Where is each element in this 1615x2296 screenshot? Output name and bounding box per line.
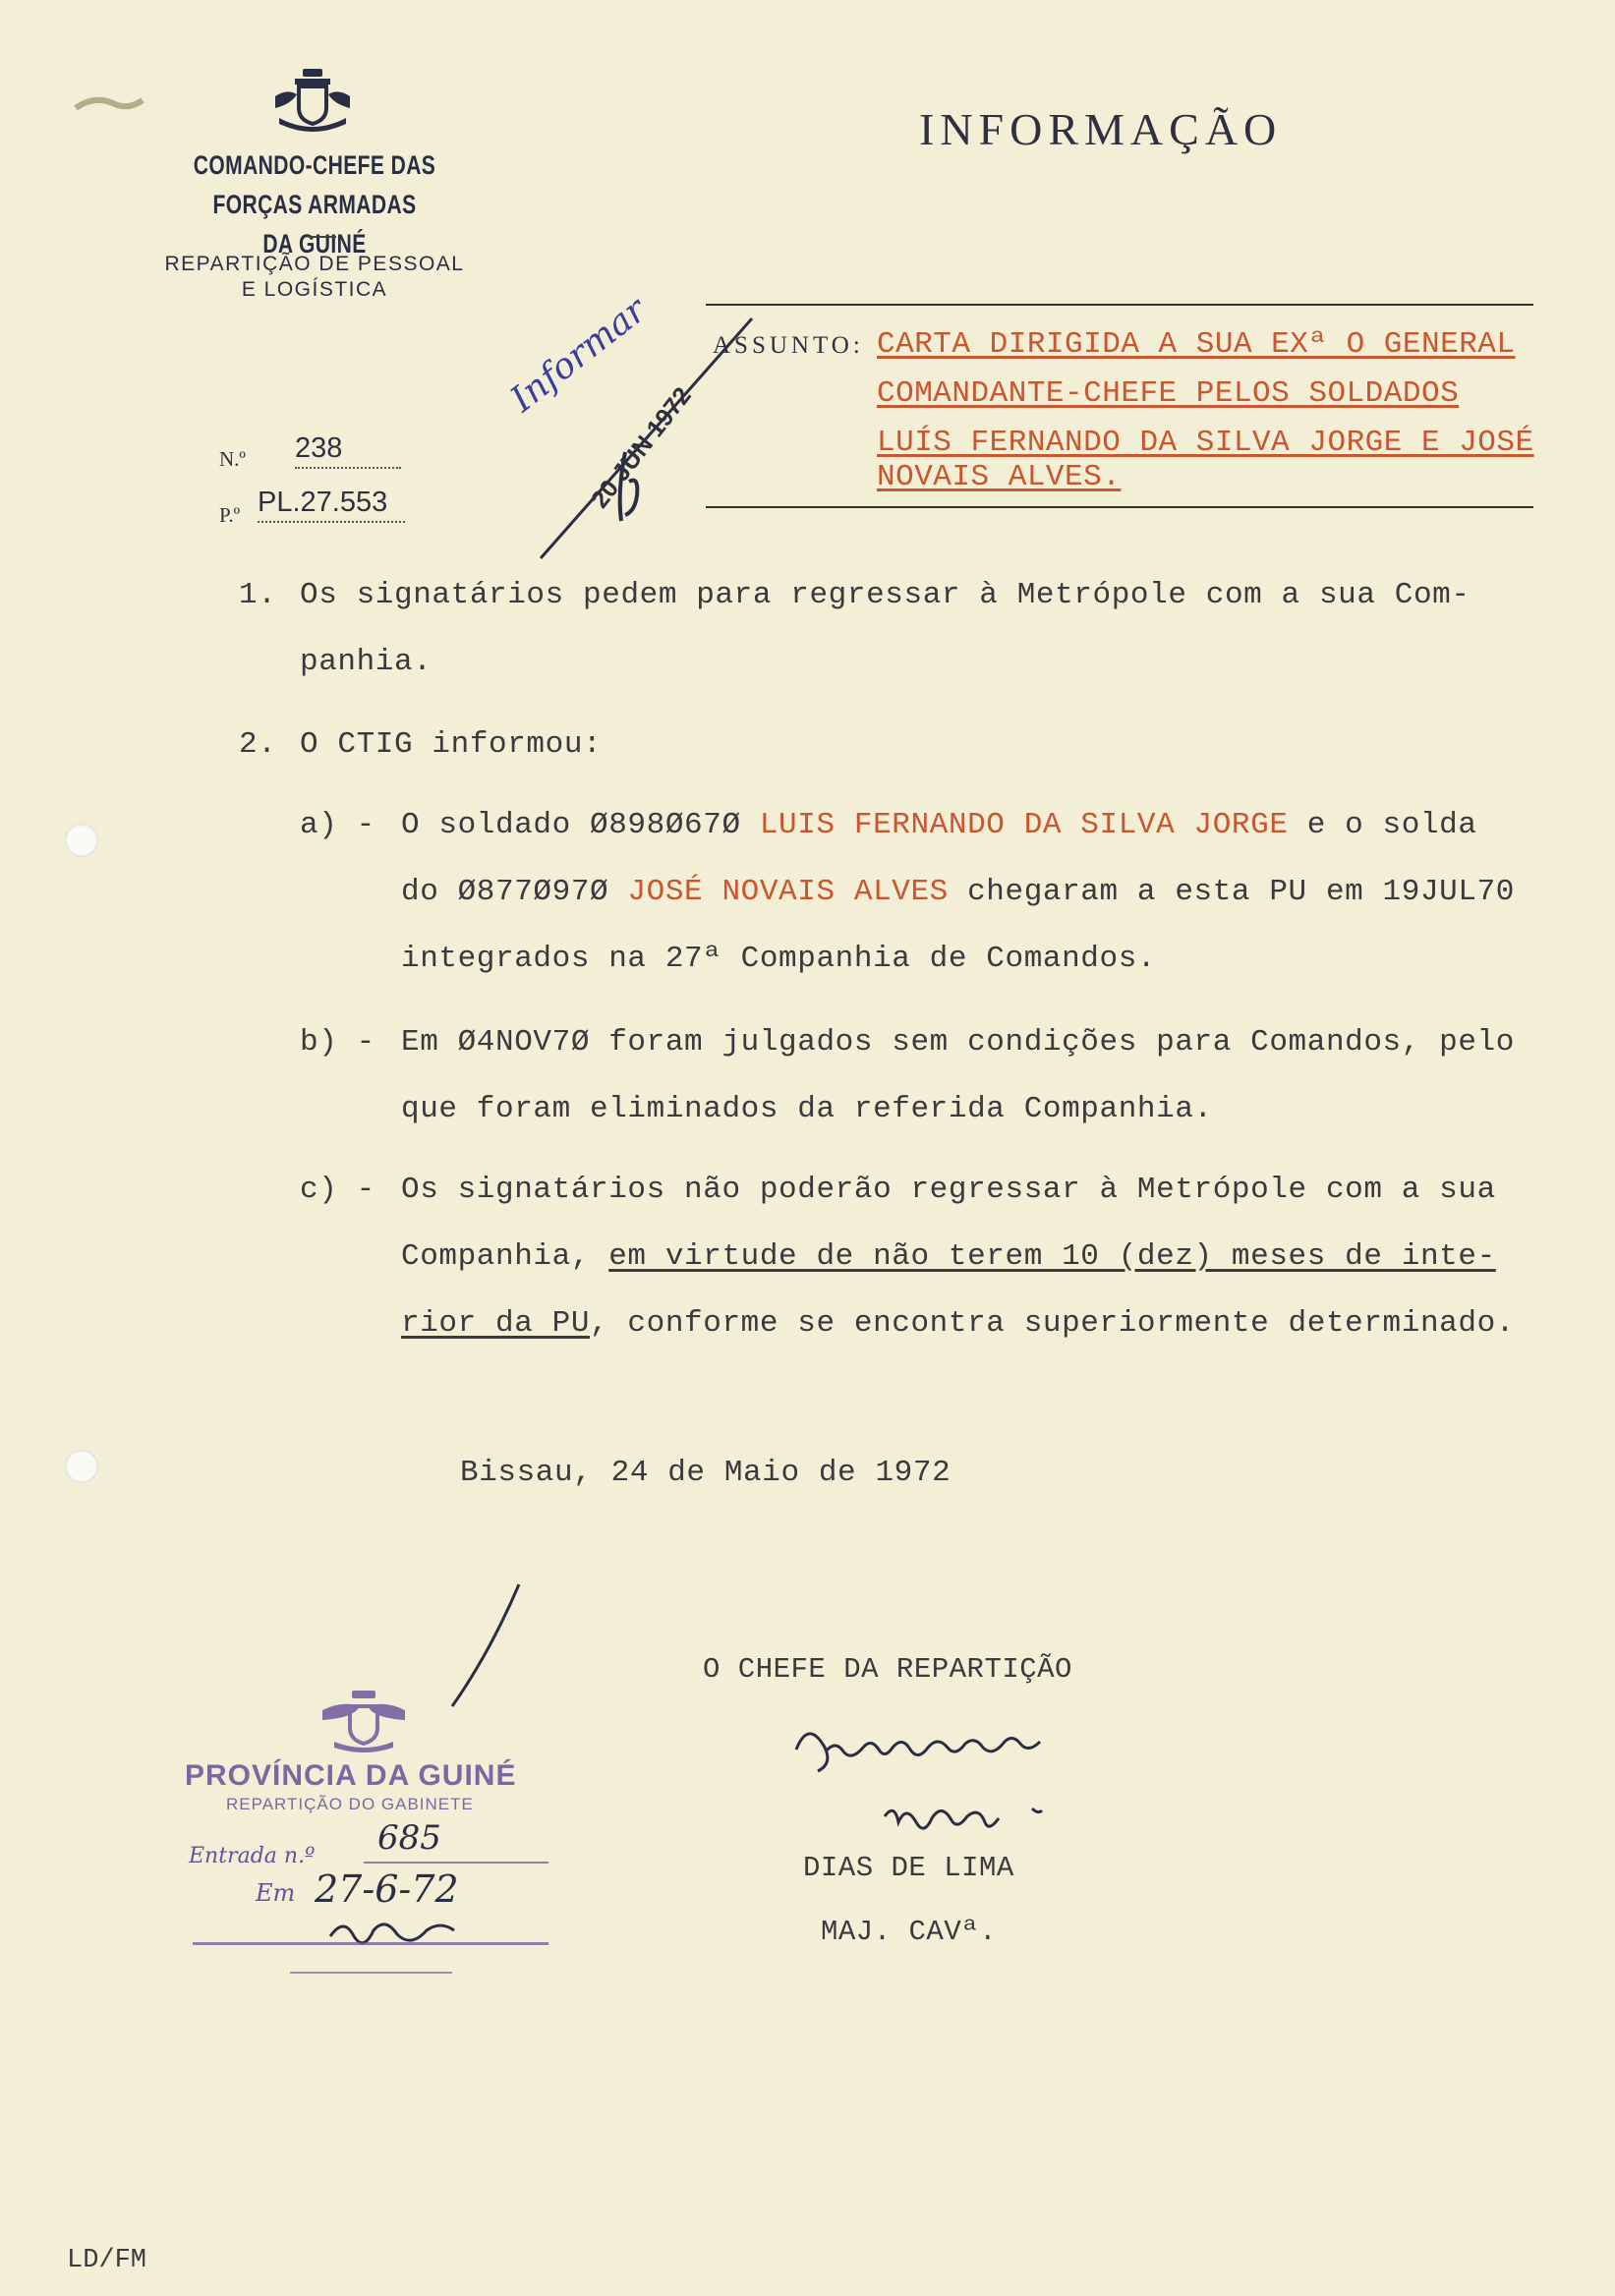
item-c-label: c) - — [300, 1173, 375, 1207]
signatory-name: DIAS DE LIMA — [803, 1852, 1014, 1884]
stamp-department: REPARTIÇÃO DO GABINETE — [226, 1795, 474, 1813]
document-title: INFORMAÇÃO — [919, 104, 1283, 154]
handwritten-signature — [786, 1710, 1140, 1848]
organization-name-line1: COMANDO-CHEFE DAS FORÇAS ARMADAS — [193, 150, 436, 219]
paragraph-2-number: 2. — [239, 727, 277, 762]
typist-initials: LD/FM — [67, 2246, 147, 2275]
subject-line-2: COMANDANTE-CHEFE PELOS SOLDADOS — [877, 376, 1460, 411]
item-b-line-2: que foram eliminados da referida Companhia. — [401, 1092, 1213, 1126]
handwritten-note: Informar — [503, 290, 655, 421]
paragraph-1-line-1: Os signatários pedem para regressar à Metrópole com a sua Com- — [300, 578, 1471, 612]
stamp-province: PROVÍNCIA DA GUINÉ — [185, 1759, 517, 1792]
item-b-line-1: Em Ø4NOV7Ø foram julgados sem condições para Comandos, pelo — [401, 1025, 1515, 1060]
ink-smudge — [71, 88, 149, 128]
stamp-initials-scribble — [324, 1907, 491, 1956]
punch-hole-top — [65, 824, 98, 857]
subject-bottom-rule — [706, 506, 1533, 508]
item-c-line-1: Os signatários não poderão regressar à Metrópole com a sua — [401, 1173, 1496, 1207]
subject-line-3: LUÍS FERNANDO DA SILVA JORGE E JOSÉ — [877, 426, 1534, 460]
item-c-line-2 — [401, 1239, 1496, 1274]
soldier-name-1: LUIS FERNANDO DA SILVA JORGE — [759, 808, 1289, 842]
item-a-line-1-post: e o solda — [1288, 808, 1477, 842]
item-a-label: a) - — [300, 808, 375, 842]
item-a-line-1-pre: O soldado Ø898Ø67Ø — [401, 808, 760, 842]
paragraph-1-line-2: panhia. — [300, 645, 433, 679]
signatory-rank: MAJ. CAVª. — [821, 1916, 998, 1948]
department-name-line1: REPARTIÇÃO DE PESSOAL — [164, 253, 465, 275]
item-b-label: b) - — [300, 1025, 375, 1060]
number-value: 238 — [295, 432, 401, 469]
punch-hole-bottom — [65, 1450, 98, 1483]
item-a-line-2-pre: do Ø877Ø97Ø — [401, 875, 628, 909]
stamp-entry-number: 685 — [377, 1818, 441, 1858]
organization-name-line2: DA GUINÉ — [262, 229, 367, 258]
number-label: N.º — [219, 447, 246, 471]
stamp-entry-rule — [364, 1862, 548, 1864]
item-c-line-3 — [401, 1306, 1515, 1341]
item-a-line-2 — [401, 875, 1515, 909]
process-value: PL.27.553 — [258, 487, 405, 523]
place-and-date: Bissau, 24 de Maio de 1972 — [460, 1456, 952, 1490]
item-c-underlined-2: rior da PU — [401, 1306, 591, 1341]
stamp-date-value: 27-6-72 — [315, 1867, 459, 1911]
process-label: P.º — [219, 503, 241, 527]
paragraph-2-line-1: O CTIG informou: — [300, 727, 603, 762]
subject-label: ASSUNTO: — [713, 332, 864, 359]
received-date-stamp: 20 JUN 1972 — [586, 381, 697, 514]
department-name-line2: E LOGÍSTICA — [241, 278, 388, 301]
signatory-role: O CHEFE DA REPARTIÇÃO — [703, 1653, 1072, 1686]
item-a-line-2-post: chegaram a esta PU em 19JUL70 — [948, 875, 1515, 909]
soldier-name-2: JOSÉ NOVAIS ALVES — [627, 875, 949, 909]
check-stroke — [442, 1582, 521, 1710]
stamp-bottom-rule — [193, 1942, 548, 1945]
department-name — [98, 252, 531, 303]
item-a-line-1 — [401, 808, 1477, 842]
organization-name — [145, 145, 483, 263]
subject-line-4: NOVAIS ALVES. — [877, 460, 1122, 494]
subject-line-1: CARTA DIRIGIDA A SUA EXª O GENERAL — [877, 327, 1516, 362]
paragraph-1-number: 1. — [239, 578, 277, 612]
item-c-underlined-1: em virtude de não terem 10 (dez) meses de inte- — [608, 1239, 1496, 1274]
stamp-underline — [290, 1972, 452, 1974]
header-divider — [309, 236, 336, 238]
coat-of-arms-icon — [265, 67, 360, 136]
item-c-line-2-pre: Companhia, — [401, 1239, 609, 1274]
stamp-date-label: Em — [256, 1879, 296, 1907]
item-c-line-3-post: , conforme se encontra superiormente determinado. — [590, 1306, 1515, 1341]
stamp-crest-icon — [315, 1689, 413, 1753]
item-a-line-3: integrados na 27ª Companhia de Comandos. — [401, 942, 1157, 976]
stamp-entry-label: Entrada n.º — [189, 1844, 316, 1868]
subject-top-rule — [706, 304, 1533, 306]
